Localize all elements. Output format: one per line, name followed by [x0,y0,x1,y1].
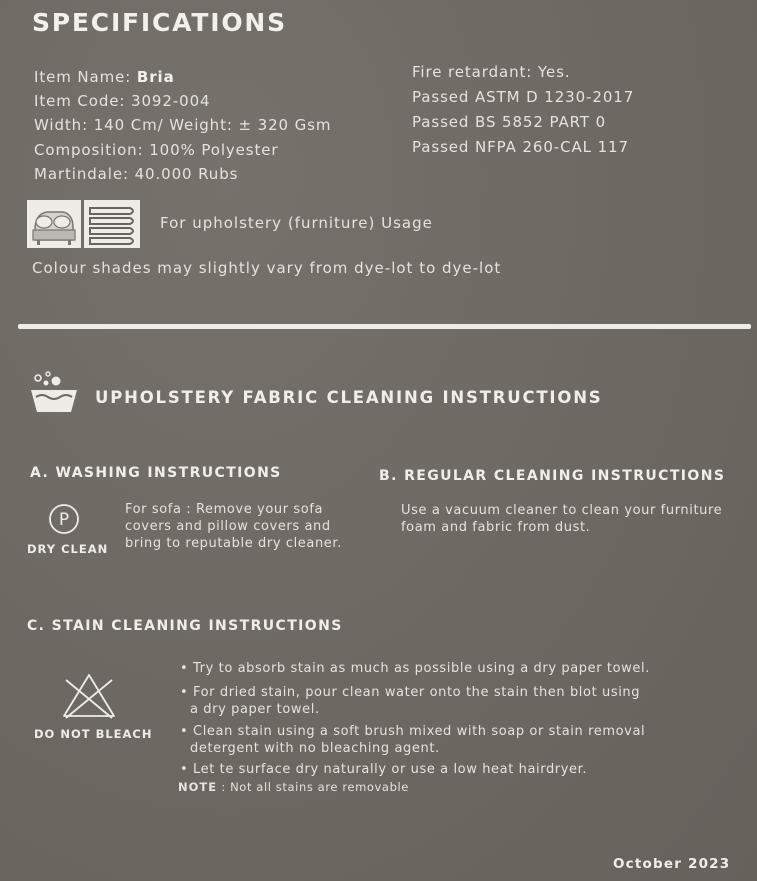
dry-clean-label: DRY CLEAN [27,542,109,556]
wash-basin-icon [28,370,80,416]
fabric-stack-icon [84,200,140,248]
sofa-icon [27,200,81,248]
bullet-text: Let te surface dry naturally or use a low heat hairdryer. [193,762,588,777]
section-a-line: covers and pillow covers and [125,519,331,534]
standard-bs: Passed BS 5852 PART 0 [412,113,607,131]
colour-note: Colour shades may slightly vary from dye-lot to dye-lot [32,259,502,277]
note-text: : Not all stains are removable [221,780,409,794]
section-b-line: Use a vacuum cleaner to clean your furniture [401,503,723,518]
item-code: Item Code: 3092-004 [34,92,211,110]
bullet-text-cont: a dry paper towel. [190,702,320,717]
section-a-line: For sofa : Remove your sofa [125,502,324,517]
martindale: Martindale: 40.000 Rubs [34,165,239,183]
bullet-text: Try to absorb stain as much as possible using a dry paper towel. [193,661,650,676]
svg-text:P: P [58,510,70,530]
section-b-text [401,502,722,536]
bullet-item [180,761,587,778]
usage-text: For upholstery (furniture) Usage [160,214,433,232]
section-c-heading: C. STAIN CLEANING INSTRUCTIONS [27,618,343,634]
bullet-text: Clean stain using a soft brush mixed with soap or stain removal [193,724,646,739]
standard-astm: Passed ASTM D 1230-2017 [412,88,635,106]
do-not-bleach-label: DO NOT BLEACH [34,727,153,741]
item-name [34,68,175,86]
item-name-label: Item Name: [34,68,132,86]
composition: Composition: 100% Polyester [34,141,279,159]
do-not-bleach-icon [60,672,118,720]
page-title: SPECIFICATIONS [32,8,287,37]
section-a-line: bring to reputable dry cleaner. [125,536,342,551]
section-divider [18,324,751,329]
fire-retardant: Fire retardant: Yes. [412,63,571,81]
note-label: NOTE [178,780,218,794]
bullet-text-cont: detergent with no bleaching agent. [190,741,440,756]
bullet-item [180,684,640,718]
width-weight: Width: 140 Cm/ Weight: ± 320 Gsm [34,116,332,134]
item-name-value: Bria [136,68,175,86]
section-a-text [125,501,342,552]
bullet-dot: • [180,685,189,700]
cleaning-title: UPHOLSTERY FABRIC CLEANING INSTRUCTIONS [95,388,603,407]
bullet-text: For dried stain, pour clean water onto the stain then blot using [193,685,641,700]
section-b-heading: B. REGULAR CLEANING INSTRUCTIONS [379,468,726,484]
section-b-line: foam and fabric from dust. [401,520,591,535]
bullet-item [180,660,650,677]
bullet-dot: • [180,724,189,739]
note [178,779,409,796]
section-a-heading: A. WASHING INSTRUCTIONS [30,465,282,481]
bullet-item [180,723,645,757]
standard-nfpa: Passed NFPA 260-CAL 117 [412,138,629,156]
bullet-dot: • [180,762,189,777]
bullet-dot: • [180,661,189,676]
date-label: October 2023 [613,856,731,872]
dry-clean-circle-icon [48,503,80,535]
